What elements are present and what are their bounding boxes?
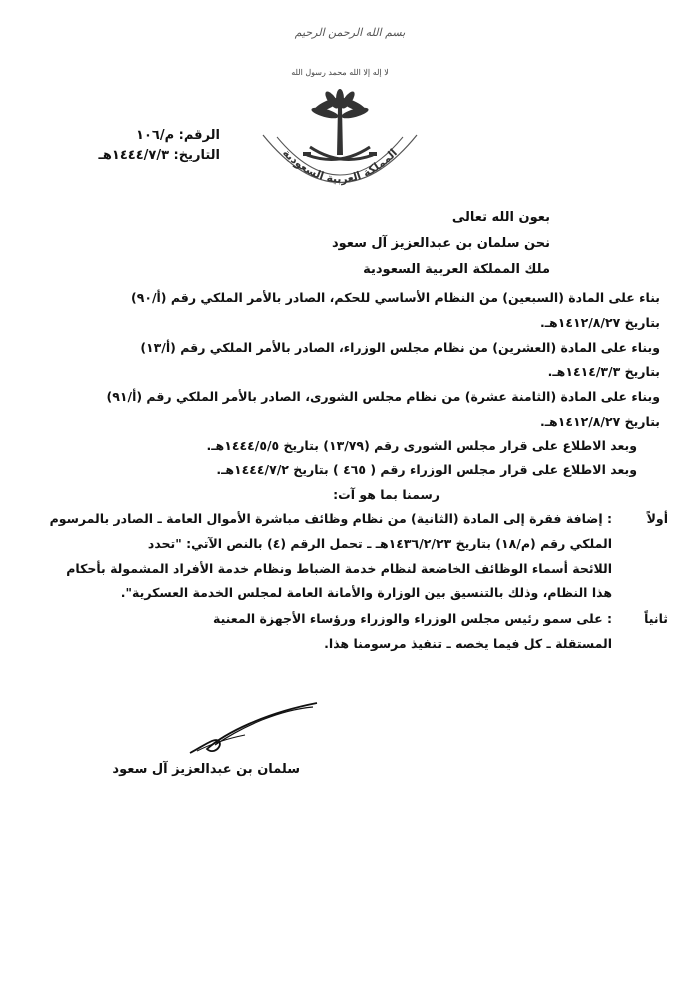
- recital-2-line-1: وبناء على المادة (العشرين) من نظام مجلس الوزراء، الصادر بالأمر الملكي رقم (أ/١٣): [140, 340, 660, 355]
- review-ministers: وبعد الاطلاع على قرار مجلس الوزراء رقم ( ٤٦٥ ) بتاريخ ١٤٤٤/٧/٢هـ.: [216, 462, 637, 477]
- article-1-line-2: الملكي رقم (م/١٨) بتاريخ ١٤٣٦/٢/٢٣هـ ـ تحمل الرقم (٤) بالنص الآتي: "تحدد: [147, 536, 612, 551]
- review-shura: وبعد الاطلاع على قرار مجلس الشورى رقم (١٣/٧٩) بتاريخ ١٤٤٤/٥/٥هـ.: [206, 438, 637, 453]
- preamble-line-1: بعون الله تعالى: [451, 210, 550, 225]
- recital-1-line-2: بتاريخ ١٤١٢/٨/٢٧هـ.: [540, 315, 660, 330]
- article-1-line-4: هذا النظام، وذلك بالتنسيق بين الوزارة والأمانة العامة لمجلس الخدمة العسكرية".: [120, 585, 612, 600]
- article-1-line-3: اللائحة أسماء الوظائف الخاضعة لنظام خدمة الضباط ونظام خدمة الأفراد المشمولة بأحكام: [66, 561, 612, 576]
- emblem-motto: لا إله إلا الله محمد رسول الله: [291, 68, 389, 77]
- signatory-name: سلمان بن عبدالعزيز آل سعود: [112, 762, 300, 777]
- article-2-label: ثانياً: [644, 611, 668, 626]
- recital-3-line-2: بتاريخ ١٤١٢/٨/٢٧هـ.: [540, 414, 660, 429]
- article-1-line-1: : إضافة فقرة إلى المادة (الثانية) من نظام وظائف مباشرة الأموال العامة ـ الصادر بالمرسوم: [49, 511, 612, 526]
- article-1-label: أولاً: [646, 511, 668, 526]
- recital-1-line-1: بناء على المادة (السبعين) من النظام الأساسي للحكم، الصادر بالأمر الملكي رقم (أ/٩٠): [130, 290, 660, 305]
- decree-intro: رسمنا بما هو آت:: [333, 487, 440, 502]
- basmala: بسم الله الرحمن الرحيم: [294, 26, 406, 39]
- preamble-line-2: نحن سلمان بن عبدالعزيز آل سعود: [331, 236, 550, 251]
- article-2-line-2: المستقلة ـ كل فيما يخصه ـ تنفيذ مرسومنا هذا.: [324, 636, 612, 651]
- preamble-line-3: ملك المملكة العربية السعودية: [363, 262, 550, 277]
- emblem-text: المملكة العربية السعودية: [280, 146, 400, 186]
- ref-number: الرقم: م/١٠٦: [136, 128, 220, 143]
- article-2-line-1: : على سمو رئيس مجلس الوزراء والوزراء ورؤساء الأجهزة المعنية: [213, 611, 612, 626]
- ref-date: التاريخ: ١٤٤٤/٧/٣هـ: [98, 148, 220, 163]
- recital-2-line-2: بتاريخ ١٤١٤/٣/٣هـ.: [547, 364, 660, 379]
- recital-3-line-1: وبناء على المادة (الثامنة عشرة) من نظام مجلس الشورى، الصادر بالأمر الملكي رقم (أ/٩١): [106, 389, 660, 404]
- saudi-emblem: [255, 55, 425, 205]
- handwritten-signature: [185, 695, 325, 765]
